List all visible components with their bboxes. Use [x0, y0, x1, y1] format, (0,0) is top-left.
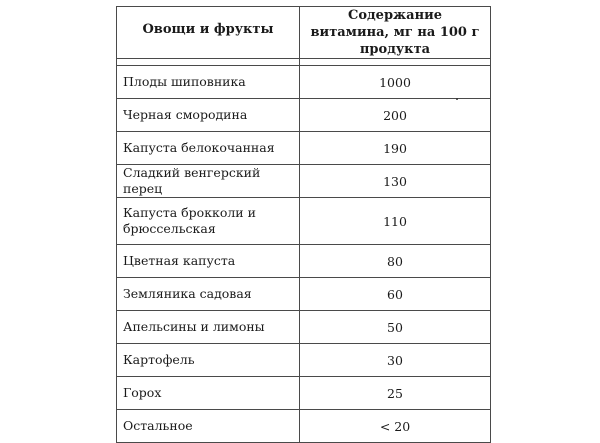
header-value-cell: [300, 7, 491, 59]
header-spacer-row: [117, 59, 491, 66]
table-row: [117, 198, 491, 245]
row-value: 190: [300, 132, 491, 165]
table-row: [117, 99, 491, 132]
row-name: Земляника садовая: [117, 278, 300, 311]
row-name: Картофель: [117, 344, 300, 377]
row-name: Капуста брокколи и брюссельская: [117, 198, 300, 245]
row-name: Цветная капуста: [117, 245, 300, 278]
table-header-row: [117, 7, 491, 59]
row-name: Сладкий венгерский перец: [117, 165, 300, 198]
row-name: Плоды шиповника: [117, 66, 300, 99]
row-name: Остальное: [117, 410, 300, 443]
table-row: [117, 245, 491, 278]
row-value: < 20: [300, 410, 491, 443]
row-value: 110: [300, 198, 491, 245]
row-name: Апельсины и лимоны: [117, 311, 300, 344]
row-value: 80: [300, 245, 491, 278]
spacer-cell: [117, 59, 300, 66]
spacer-cell: [300, 59, 491, 66]
table-row: [117, 377, 491, 410]
row-name: Черная смородина: [117, 99, 300, 132]
table-row: [117, 165, 491, 198]
vitamin-table: [116, 6, 491, 443]
table-row: [117, 311, 491, 344]
header-name-cell: [117, 7, 300, 59]
row-name: Капуста белокочанная: [117, 132, 300, 165]
header-value: Содержание витамина, мг на 100 г продукта: [310, 8, 480, 57]
table-row: [117, 66, 491, 99]
header-name: Овощи и фрукты: [142, 22, 274, 37]
table-row: [117, 410, 491, 443]
row-value: 25: [300, 377, 491, 410]
table-row: [117, 344, 491, 377]
stray-dot: [456, 98, 458, 100]
row-value: 50: [300, 311, 491, 344]
row-value: 30: [300, 344, 491, 377]
row-value: 130: [300, 165, 491, 198]
row-value: 200: [300, 99, 491, 132]
table-row: [117, 132, 491, 165]
row-name: Горох: [117, 377, 300, 410]
row-value: 60: [300, 278, 491, 311]
row-value: 1000: [300, 66, 491, 99]
table-row: [117, 278, 491, 311]
